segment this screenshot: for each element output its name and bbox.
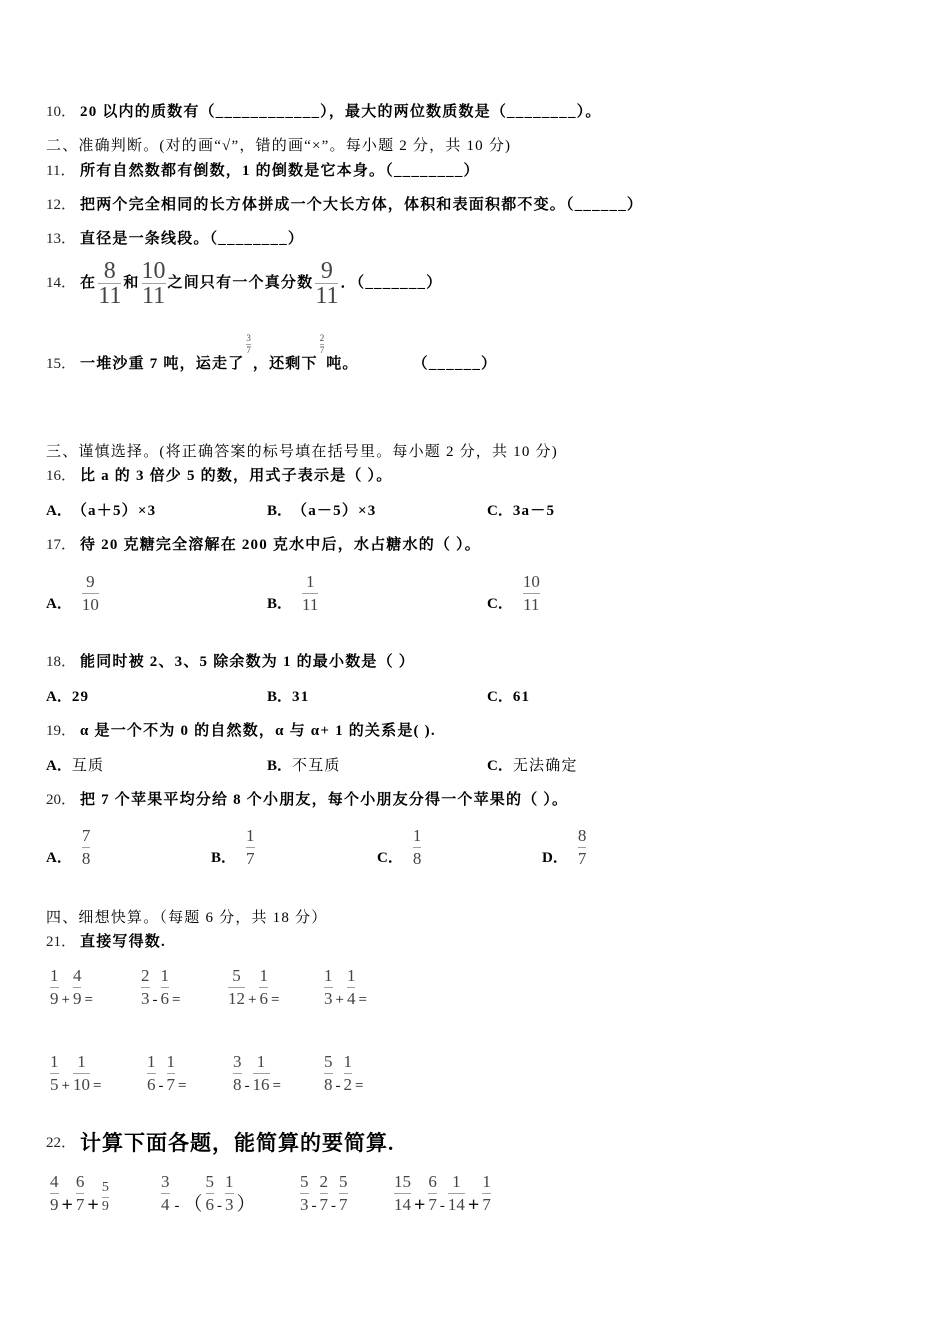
fraction-denominator: 12: [228, 989, 245, 1008]
fraction-numerator: 3: [246, 333, 251, 343]
question-number: 19．: [46, 723, 77, 739]
fraction-numerator: 4: [72, 966, 82, 985]
fraction-denominator: 6: [205, 1195, 215, 1214]
section-4-heading: [46, 908, 327, 928]
operator: +: [335, 992, 344, 1008]
option-c: [487, 501, 555, 521]
fraction: [342, 1051, 355, 1096]
fraction-numerator: 1: [246, 826, 255, 845]
question-text: 直径是一条线段。（________）: [80, 231, 305, 247]
fraction: [411, 825, 424, 870]
option-c: [487, 571, 542, 616]
fraction-denominator: 4: [161, 1195, 170, 1214]
option-b: [267, 756, 341, 776]
fraction: [48, 1171, 61, 1216]
option-c: [487, 756, 578, 776]
fraction: [223, 1171, 236, 1216]
option-text: 不互质: [292, 758, 341, 774]
fraction-denominator: 14: [394, 1195, 411, 1214]
option-text: 3a－5: [512, 503, 556, 519]
expression: [226, 965, 280, 1010]
fraction-denominator: 7: [577, 849, 587, 868]
fraction: [204, 1171, 217, 1216]
question-text: 吨。: [326, 356, 359, 372]
fraction-denominator: 7: [339, 1195, 348, 1214]
option-text: （a－5）×3: [292, 503, 377, 519]
question-14: [46, 258, 442, 308]
fraction-numerator: 1: [50, 966, 59, 985]
fraction-denominator: 8: [233, 1075, 242, 1094]
expression: [48, 965, 94, 1010]
question-17-options: [46, 568, 746, 616]
question-16: [46, 466, 392, 486]
option-label: A．: [46, 596, 72, 612]
option-b: [267, 687, 309, 707]
question-text: 在: [80, 275, 97, 291]
question-18-options: [46, 687, 746, 707]
fraction: [480, 1171, 493, 1216]
fraction-numerator: 1: [482, 1172, 491, 1191]
question-text: ，还剩下: [252, 356, 318, 372]
option-text: 无法确定: [512, 758, 578, 774]
operator: -: [335, 1078, 341, 1094]
question-number: 15．: [46, 356, 77, 372]
fraction: [244, 333, 253, 356]
fraction: [74, 1171, 87, 1216]
operator: -: [311, 1198, 317, 1214]
fraction-numerator: 1: [412, 826, 422, 845]
operator: +: [61, 992, 70, 1008]
section-title: 三、谨慎选择。(将正确答案的标号填在括号里。每小题 2 分，共 10 分): [46, 444, 558, 460]
question-text: 20 以内的质数有（____________），最大的两位数质数是（________）。: [80, 104, 602, 120]
question-text: 待 20 克糖完全溶解在 200 克水中后，水占糖水的（ ）。: [80, 537, 481, 553]
expression: [48, 1171, 111, 1216]
option-label: C．: [377, 850, 403, 866]
fraction-denominator: 9: [101, 1199, 109, 1214]
fraction: [145, 1051, 158, 1096]
operator: +: [467, 1194, 480, 1216]
fraction-numerator: 1: [346, 966, 356, 985]
fraction-numerator: 2: [141, 966, 150, 985]
fraction-numerator: 2: [319, 333, 325, 343]
fraction-numerator: 5: [300, 1172, 309, 1191]
fraction-numerator: 5: [324, 1052, 333, 1071]
section-title: 二、准确判断。(对的画“√”，错的画“×”。每小题 2 分，共 10 分): [46, 138, 512, 154]
fraction: [80, 825, 93, 870]
fraction-denominator: 11: [302, 595, 319, 614]
left-parenthesis: （: [183, 1194, 203, 1215]
option-b: [267, 571, 320, 616]
question-text: 和: [123, 275, 140, 291]
fraction-numerator: 5: [205, 1172, 215, 1191]
question-number: 22．: [46, 1135, 77, 1151]
fraction: [244, 825, 257, 870]
fraction-denominator: 9: [50, 1195, 59, 1214]
fraction-numerator: 1: [256, 1052, 266, 1071]
option-label: B．: [267, 503, 293, 519]
question-text: α 是一个不为 0 的自然数，α 与 α+ 1 的关系是( ).: [80, 723, 436, 739]
fraction-numerator: 1: [50, 1052, 59, 1071]
option-label: A．: [46, 850, 72, 866]
fraction: [140, 259, 168, 308]
fraction-denominator: 3: [324, 989, 333, 1008]
operator: -: [174, 1198, 180, 1214]
fraction: [298, 1171, 311, 1216]
option-b: [211, 825, 257, 870]
question-number: 21．: [46, 934, 77, 950]
fraction-denominator: 8: [412, 849, 422, 868]
option-label: D．: [542, 850, 568, 866]
fraction-numerator: 1: [343, 1052, 352, 1071]
fraction: [100, 1179, 111, 1216]
question-number: 11．: [46, 163, 76, 179]
option-d: [542, 825, 588, 870]
operator: -: [217, 1198, 223, 1214]
operator: +: [61, 1194, 73, 1216]
fraction: [576, 825, 589, 870]
question-text: 计算下面各题，能简算的要简算.: [80, 1131, 395, 1155]
fraction: [165, 1051, 178, 1096]
question-10: [46, 102, 602, 122]
fraction: [300, 571, 320, 616]
fraction-numerator: 1: [225, 1172, 234, 1191]
expression: [139, 965, 181, 1010]
fraction-denominator: 6: [259, 989, 268, 1008]
question-number: 14．: [46, 275, 77, 291]
fraction-denominator: 9: [50, 989, 59, 1008]
question-21-row-2: [46, 1048, 746, 1096]
fraction-denominator: 6: [160, 989, 169, 1008]
fraction-numerator: 5: [339, 1172, 348, 1191]
section-3-heading: [46, 442, 558, 462]
fraction-denominator: 6: [147, 1075, 156, 1094]
question-text: 一堆沙重 7 吨，运走了: [80, 356, 245, 372]
fraction: [313, 259, 340, 308]
question-20: [46, 790, 568, 810]
question-number: 16．: [46, 468, 77, 484]
operator: +: [61, 1078, 70, 1094]
fraction-denominator: 7: [75, 1195, 85, 1214]
fraction: [231, 1051, 244, 1096]
question-18: [46, 652, 415, 672]
answer-blank: （______）: [412, 356, 498, 372]
fraction: [337, 1171, 350, 1216]
fraction-denominator: 7: [246, 345, 251, 355]
fraction-denominator: 7: [319, 345, 325, 355]
fraction: [257, 965, 270, 1010]
fraction-numerator: 7: [81, 826, 91, 845]
question-text: ．（_______）: [340, 275, 443, 291]
fraction-numerator: 5: [232, 966, 241, 985]
fraction-numerator: 1: [160, 966, 169, 985]
fraction-numerator: 6: [428, 1172, 437, 1191]
equals-sign: =: [272, 1078, 281, 1094]
fraction-numerator: 1: [324, 966, 333, 985]
fraction: [159, 965, 172, 1010]
fraction-numerator: 8: [103, 257, 116, 284]
fraction-denominator: 8: [81, 849, 91, 868]
fraction-numerator: 1: [147, 1052, 156, 1071]
question-17: [46, 535, 481, 555]
option-text: 29: [71, 689, 90, 705]
fraction-numerator: 1: [259, 966, 268, 985]
fraction-denominator: 11: [141, 282, 166, 309]
option-label: C．: [487, 689, 513, 705]
fraction-numerator: 1: [452, 1172, 461, 1191]
fraction-denominator: 11: [98, 282, 122, 309]
right-parenthesis: ）: [236, 1194, 256, 1215]
operator: +: [414, 1194, 426, 1216]
question-13: [46, 229, 304, 249]
fraction: [226, 965, 247, 1010]
option-c: [487, 687, 530, 707]
fraction-denominator: 5: [50, 1075, 59, 1094]
question-11: [46, 161, 480, 181]
operator: -: [244, 1078, 250, 1094]
fraction: [392, 1171, 413, 1216]
fraction-denominator: 3: [225, 1195, 234, 1214]
fraction-denominator: 11: [315, 282, 339, 309]
section-title: 四、细想快算。（每题 6 分，共 18 分）: [46, 910, 328, 926]
fraction-denominator: 14: [447, 1195, 465, 1214]
question-number: 12．: [46, 197, 77, 213]
fraction-numerator: 9: [320, 257, 333, 284]
option-a: [46, 571, 101, 616]
fraction: [48, 1051, 61, 1096]
fraction: [71, 1051, 92, 1096]
fraction: [521, 571, 542, 616]
question-12: [46, 195, 643, 215]
expression: [322, 1051, 364, 1096]
operator: -: [439, 1198, 445, 1214]
fraction-numerator: 2: [319, 1172, 328, 1191]
option-label: B．: [211, 850, 237, 866]
question-text: 能同时被 2、3、5 除余数为 1 的最小数是（ ）: [80, 654, 415, 670]
operator: -: [152, 992, 158, 1008]
question-text: 直接写得数.: [80, 934, 166, 950]
option-label: B．: [267, 689, 293, 705]
fraction-denominator: 7: [166, 1075, 175, 1094]
section-2-heading: [46, 136, 511, 156]
option-text: 31: [292, 689, 310, 705]
question-22: [46, 1128, 394, 1158]
fraction-numerator: 4: [50, 1172, 59, 1191]
question-19: [46, 721, 436, 741]
question-text: 把 7 个苹果平均分给 8 个小朋友，每个小朋友分得一个苹果的（ ）。: [80, 792, 569, 808]
fraction-numerator: 15: [394, 1172, 411, 1191]
option-text: （a＋5）×3: [71, 503, 157, 519]
operator: +: [87, 1194, 99, 1216]
expression: [145, 1051, 187, 1096]
option-text: 61: [512, 689, 531, 705]
fraction-denominator: 7: [482, 1195, 491, 1214]
fraction: [48, 965, 61, 1010]
fraction: [345, 965, 358, 1010]
option-a: [46, 825, 92, 870]
question-text: 之间只有一个真分数: [167, 275, 314, 291]
fraction-numerator: 3: [161, 1172, 170, 1191]
expression: [48, 1051, 102, 1096]
fraction-denominator: 16: [252, 1075, 270, 1094]
fraction: [139, 965, 152, 1010]
fraction-denominator: 7: [319, 1195, 328, 1214]
fraction-denominator: 7: [428, 1195, 437, 1214]
option-c: [377, 825, 423, 870]
fraction-numerator: 10: [141, 257, 166, 284]
option-a: [46, 501, 156, 521]
fraction: [159, 1171, 172, 1216]
option-label: C．: [487, 758, 513, 774]
option-b: [267, 501, 376, 521]
equals-sign: =: [355, 1078, 364, 1094]
fraction-denominator: 10: [81, 595, 99, 614]
fraction: [446, 1171, 467, 1216]
fraction-numerator: 6: [75, 1172, 85, 1191]
fraction: [96, 259, 123, 308]
fraction-numerator: 10: [522, 572, 540, 591]
equals-sign: =: [358, 992, 367, 1008]
fraction: [322, 965, 335, 1010]
fraction-denominator: 4: [346, 989, 356, 1008]
fraction-denominator: 7: [246, 849, 255, 868]
fraction-numerator: 3: [233, 1052, 242, 1071]
question-21-row-1: [46, 962, 746, 1010]
option-label: A．: [46, 758, 72, 774]
equals-sign: =: [270, 992, 280, 1008]
operator: +: [248, 992, 257, 1008]
fraction: [80, 571, 101, 616]
fraction: [71, 965, 84, 1010]
option-label: C．: [487, 503, 513, 519]
fraction-denominator: 3: [141, 989, 150, 1008]
question-number: 18．: [46, 654, 77, 670]
question-19-options: [46, 756, 746, 776]
equals-sign: =: [178, 1078, 187, 1094]
fraction-denominator: 10: [72, 1075, 90, 1094]
option-label: C．: [487, 596, 513, 612]
option-label: A．: [46, 503, 72, 519]
equals-sign: =: [84, 992, 93, 1008]
operator: -: [158, 1078, 164, 1094]
expression: [159, 1171, 257, 1216]
fraction: [318, 333, 327, 356]
question-16-options: [46, 501, 746, 521]
expression: [231, 1051, 282, 1096]
option-a: [46, 687, 89, 707]
option-text: 互质: [71, 758, 105, 774]
fraction-denominator: 3: [300, 1195, 309, 1214]
option-label: A．: [46, 689, 72, 705]
fraction-denominator: 8: [324, 1075, 333, 1094]
expression: [298, 1171, 350, 1216]
option-label: B．: [267, 758, 293, 774]
fraction-numerator: 1: [305, 572, 315, 591]
question-text: 比 a 的 3 倍少 5 的数，用式子表示是（ ）。: [80, 468, 393, 484]
fraction-numerator: 1: [166, 1052, 175, 1071]
question-number: 10．: [46, 104, 77, 120]
option-label: B．: [267, 596, 293, 612]
fraction-denominator: 9: [72, 989, 82, 1008]
expression: [392, 1171, 493, 1216]
option-a: [46, 756, 104, 776]
fraction-denominator: 2: [343, 1075, 352, 1094]
fraction-numerator: 8: [577, 826, 587, 845]
fraction-numerator: 5: [101, 1180, 109, 1195]
question-20-options: [46, 822, 746, 870]
question-22-expressions: [46, 1168, 746, 1216]
fraction: [251, 1051, 272, 1096]
fraction-numerator: 1: [77, 1052, 86, 1071]
equals-sign: =: [172, 992, 181, 1008]
equals-sign: =: [92, 1078, 102, 1094]
question-text: 所有自然数都有倒数，1 的倒数是它本身。（________）: [80, 163, 480, 179]
question-text: 把两个完全相同的长方体拼成一个大长方体，体积和表面积都不变。（______）: [80, 197, 644, 213]
question-number: 20．: [46, 792, 77, 808]
question-number: 13．: [46, 231, 77, 247]
question-15: [46, 328, 497, 374]
fraction: [322, 1051, 335, 1096]
question-number: 17．: [46, 537, 77, 553]
fraction-numerator: 9: [86, 572, 95, 591]
fraction: [426, 1171, 439, 1216]
operator: -: [331, 1198, 336, 1214]
question-21: [46, 932, 166, 952]
fraction-denominator: 11: [523, 595, 540, 614]
expression: [322, 965, 368, 1010]
fraction: [318, 1171, 331, 1216]
